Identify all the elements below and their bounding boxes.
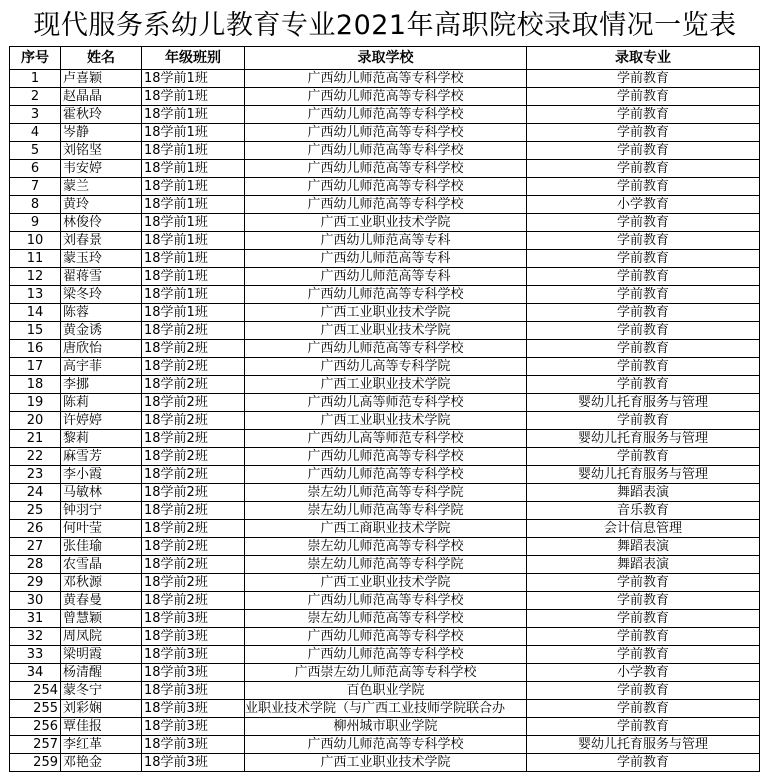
cell-major[interactable]: 学前教育 [527, 700, 760, 718]
cell-major[interactable]: 婴幼儿托育服务与管理 [527, 394, 760, 412]
cell-major[interactable]: 学前教育 [527, 160, 760, 178]
cell-school[interactable]: 崇左幼儿师范高等专科学校 [245, 610, 527, 628]
cell-name[interactable]: 张佳瑜 [61, 538, 142, 556]
table-row [10, 304, 760, 322]
cell-name[interactable]: 刘彩娴 [61, 700, 142, 718]
cell-school[interactable]: 广西工业职业技术学院 [245, 322, 527, 340]
table-row [10, 448, 760, 466]
cell-class[interactable]: 18学前1班 [142, 250, 245, 268]
table-row [10, 178, 760, 196]
cell-class[interactable]: 18学前1班 [142, 88, 245, 106]
cell-class[interactable]: 18学前1班 [142, 106, 245, 124]
cell-index[interactable]: 5 [10, 142, 61, 160]
table-row [10, 520, 760, 538]
cell-index[interactable]: 26 [10, 520, 61, 538]
table-row [10, 556, 760, 574]
cell-index[interactable]: 34 [10, 664, 61, 682]
table-row [10, 394, 760, 412]
cell-school[interactable]: 广西幼儿师范高等专科学校 [245, 142, 527, 160]
cell-index[interactable]: 8 [10, 196, 61, 214]
cell-major[interactable]: 学前教育 [527, 214, 760, 232]
cell-school[interactable]: 广西幼儿师范高等专科 [245, 268, 527, 286]
cell-name[interactable]: 周凤院 [61, 628, 142, 646]
table-row [10, 142, 760, 160]
table-row [10, 376, 760, 394]
cell-index[interactable]: 27 [10, 538, 61, 556]
cell-name[interactable]: 曾慧颖 [61, 610, 142, 628]
cell-name[interactable]: 李红革 [61, 736, 142, 754]
cell-class[interactable]: 18学前1班 [142, 214, 245, 232]
table-row [10, 574, 760, 592]
cell-class[interactable]: 18学前1班 [142, 160, 245, 178]
cell-class[interactable]: 18学前3班 [142, 628, 245, 646]
cell-class[interactable]: 18学前1班 [142, 304, 245, 322]
cell-class[interactable]: 18学前1班 [142, 268, 245, 286]
header-index[interactable]: 序号 [10, 47, 61, 70]
cell-class[interactable]: 18学前1班 [142, 196, 245, 214]
cell-major[interactable]: 学前教育 [527, 322, 760, 340]
cell-name[interactable]: 杨清醒 [61, 664, 142, 682]
cell-school[interactable]: 广西工业职业技术学院 [245, 574, 527, 592]
cell-index[interactable]: 254 [10, 682, 61, 700]
cell-school[interactable]: 广西工业职业技术学院 [245, 304, 527, 322]
cell-name[interactable]: 蒙兰 [61, 178, 142, 196]
cell-index[interactable]: 3 [10, 106, 61, 124]
cell-index[interactable]: 24 [10, 484, 61, 502]
cell-major[interactable]: 学前教育 [527, 754, 760, 772]
cell-major[interactable]: 小学教育 [527, 196, 760, 214]
cell-index[interactable]: 28 [10, 556, 61, 574]
table-row [10, 736, 760, 754]
cell-major[interactable]: 学前教育 [527, 358, 760, 376]
cell-class[interactable]: 18学前2班 [142, 556, 245, 574]
cell-school[interactable]: 广西幼儿师范高等专科学校 [245, 124, 527, 142]
cell-name[interactable]: 钟羽宁 [61, 502, 142, 520]
cell-class[interactable]: 18学前3班 [142, 718, 245, 736]
table-row [10, 412, 760, 430]
cell-major[interactable]: 学前教育 [527, 376, 760, 394]
table-row [10, 646, 760, 664]
cell-index[interactable]: 7 [10, 178, 61, 196]
table-row [10, 232, 760, 250]
cell-school[interactable]: 广西幼儿高等师范专科学校 [245, 430, 527, 448]
cell-class[interactable]: 18学前2班 [142, 520, 245, 538]
cell-school[interactable]: 广西幼儿师范高等专科 [245, 232, 527, 250]
cell-index[interactable]: 256 [10, 718, 61, 736]
cell-name[interactable]: 唐欣怡 [61, 340, 142, 358]
cell-major[interactable]: 婴幼儿托育服务与管理 [527, 736, 760, 754]
cell-index[interactable]: 23 [10, 466, 61, 484]
cell-index[interactable]: 4 [10, 124, 61, 142]
cell-major[interactable]: 舞蹈表演 [527, 556, 760, 574]
cell-name[interactable]: 马敏林 [61, 484, 142, 502]
cell-major[interactable]: 学前教育 [527, 124, 760, 142]
cell-school[interactable]: 百色职业学院 [245, 682, 527, 700]
cell-name[interactable]: 覃佳报 [61, 718, 142, 736]
admission-table [9, 46, 760, 772]
cell-class[interactable]: 18学前1班 [142, 178, 245, 196]
table-row [10, 610, 760, 628]
cell-major[interactable]: 学前教育 [527, 682, 760, 700]
cell-major[interactable]: 学前教育 [527, 232, 760, 250]
cell-index[interactable]: 25 [10, 502, 61, 520]
cell-index[interactable]: 10 [10, 232, 61, 250]
cell-school[interactable]: 广西幼儿师范高等专科学校 [245, 286, 527, 304]
table-row [10, 358, 760, 376]
cell-major[interactable]: 舞蹈表演 [527, 484, 760, 502]
cell-index[interactable]: 18 [10, 376, 61, 394]
table-row [10, 700, 760, 718]
table-row [10, 628, 760, 646]
cell-major[interactable]: 学前教育 [527, 106, 760, 124]
cell-name[interactable]: 卢喜颖 [61, 70, 142, 88]
table-row [10, 340, 760, 358]
cell-school[interactable]: 广西幼儿师范高等专科学校 [245, 628, 527, 646]
table-row [10, 682, 760, 700]
header-major[interactable]: 录取专业 [527, 47, 760, 70]
cell-school[interactable]: 广西幼儿师范高等专科学校 [245, 340, 527, 358]
cell-index[interactable]: 32 [10, 628, 61, 646]
cell-name[interactable]: 黄金诱 [61, 322, 142, 340]
table-row [10, 160, 760, 178]
table-row [10, 502, 760, 520]
table-row [10, 214, 760, 232]
cell-school[interactable]: 广西幼儿师范高等专科学校 [245, 466, 527, 484]
table-row [10, 664, 760, 682]
cell-school[interactable]: 广西幼儿师范高等专科学校 [245, 736, 527, 754]
cell-name[interactable]: 翟蒋雪 [61, 268, 142, 286]
cell-major[interactable]: 学前教育 [527, 574, 760, 592]
cell-class[interactable]: 18学前2班 [142, 322, 245, 340]
cell-class[interactable]: 18学前3班 [142, 754, 245, 772]
cell-class[interactable]: 18学前2班 [142, 592, 245, 610]
cell-class[interactable]: 18学前3班 [142, 700, 245, 718]
table-row [10, 88, 760, 106]
cell-index[interactable]: 255 [10, 700, 61, 718]
cell-school[interactable]: 广西幼儿师范高等专科学校 [245, 106, 527, 124]
cell-index[interactable]: 259 [10, 754, 61, 772]
cell-class[interactable]: 18学前2班 [142, 448, 245, 466]
table-row [10, 250, 760, 268]
cell-index[interactable]: 20 [10, 412, 61, 430]
cell-major[interactable]: 学前教育 [527, 88, 760, 106]
cell-class[interactable]: 18学前2班 [142, 340, 245, 358]
cell-name[interactable]: 高宇菲 [61, 358, 142, 376]
cell-class[interactable]: 18学前3班 [142, 682, 245, 700]
cell-index[interactable]: 257 [10, 736, 61, 754]
table-row [10, 430, 760, 448]
cell-major[interactable]: 学前教育 [527, 610, 760, 628]
table-body [10, 70, 760, 772]
cell-index[interactable]: 21 [10, 430, 61, 448]
cell-class[interactable]: 18学前3班 [142, 610, 245, 628]
cell-name[interactable]: 许婷婷 [61, 412, 142, 430]
cell-major[interactable]: 学前教育 [527, 718, 760, 736]
cell-index[interactable]: 2 [10, 88, 61, 106]
cell-class[interactable]: 18学前1班 [142, 124, 245, 142]
cell-name[interactable]: 梁明霞 [61, 646, 142, 664]
cell-index[interactable]: 29 [10, 574, 61, 592]
cell-major[interactable]: 学前教育 [527, 250, 760, 268]
cell-school[interactable]: 广西幼儿师范高等专科学校 [245, 70, 527, 88]
cell-index[interactable]: 6 [10, 160, 61, 178]
cell-school[interactable]: 广西幼儿高等师范专科学校 [245, 394, 527, 412]
cell-name[interactable]: 蒙冬宁 [61, 682, 142, 700]
cell-index[interactable]: 16 [10, 340, 61, 358]
cell-major[interactable]: 学前教育 [527, 142, 760, 160]
cell-name[interactable]: 韦安婷 [61, 160, 142, 178]
cell-name[interactable]: 何叶莹 [61, 520, 142, 538]
cell-major[interactable]: 学前教育 [527, 70, 760, 88]
table-header-row [10, 47, 760, 70]
table-row [10, 268, 760, 286]
header-name[interactable]: 姓名 [61, 47, 142, 70]
cell-class[interactable]: 18学前3班 [142, 736, 245, 754]
cell-class[interactable]: 18学前2班 [142, 484, 245, 502]
cell-school[interactable]: 广西幼儿师范高等专科学校 [245, 160, 527, 178]
cell-index[interactable]: 12 [10, 268, 61, 286]
cell-major[interactable]: 学前教育 [527, 178, 760, 196]
cell-name[interactable]: 刘铭坚 [61, 142, 142, 160]
table-row [10, 322, 760, 340]
cell-school[interactable]: 广西工业职业技术学院 [245, 376, 527, 394]
cell-major[interactable]: 学前教育 [527, 592, 760, 610]
table-row [10, 106, 760, 124]
cell-major[interactable]: 学前教育 [527, 286, 760, 304]
header-school[interactable]: 录取学校 [245, 47, 527, 70]
cell-school[interactable]: 广西崇左幼儿师范高等专科学校 [245, 664, 527, 682]
cell-name[interactable]: 陈莉 [61, 394, 142, 412]
cell-name[interactable]: 邓秋源 [61, 574, 142, 592]
cell-school[interactable]: 崇左幼儿师范高等专科学院 [245, 484, 527, 502]
cell-major[interactable]: 学前教育 [527, 412, 760, 430]
table-row [10, 286, 760, 304]
cell-school[interactable]: 广西工业职业技术学院 [245, 754, 527, 772]
cell-class[interactable]: 18学前1班 [142, 70, 245, 88]
cell-index[interactable]: 31 [10, 610, 61, 628]
cell-school[interactable]: 柳州城市职业学院 [245, 718, 527, 736]
cell-index[interactable]: 30 [10, 592, 61, 610]
cell-school[interactable]: 广西幼儿师范高等专科学校 [245, 646, 527, 664]
cell-major[interactable]: 音乐教育 [527, 502, 760, 520]
cell-name[interactable]: 岑静 [61, 124, 142, 142]
cell-class[interactable]: 18学前2班 [142, 574, 245, 592]
cell-major[interactable]: 学前教育 [527, 340, 760, 358]
cell-school[interactable]: 广西幼儿师范高等专科学校 [245, 448, 527, 466]
cell-school[interactable]: 业职业技术学院（与广西工业技师学院联合办 [245, 700, 527, 718]
cell-name[interactable]: 林俊伶 [61, 214, 142, 232]
cell-name[interactable]: 刘春景 [61, 232, 142, 250]
cell-class[interactable]: 18学前2班 [142, 358, 245, 376]
cell-name[interactable]: 黄玲 [61, 196, 142, 214]
header-class[interactable]: 年级班别 [142, 47, 245, 70]
cell-school[interactable]: 崇左幼儿师范高等专科学院 [245, 556, 527, 574]
cell-class[interactable]: 18学前2班 [142, 430, 245, 448]
cell-major[interactable]: 学前教育 [527, 304, 760, 322]
cell-class[interactable]: 18学前2班 [142, 412, 245, 430]
table-row [10, 718, 760, 736]
cell-name[interactable]: 李挪 [61, 376, 142, 394]
cell-index[interactable]: 33 [10, 646, 61, 664]
cell-index[interactable]: 13 [10, 286, 61, 304]
table-row [10, 754, 760, 772]
cell-name[interactable]: 蒙玉玲 [61, 250, 142, 268]
cell-school[interactable]: 崇左幼儿师范高等专科学校 [245, 538, 527, 556]
cell-class[interactable]: 18学前3班 [142, 664, 245, 682]
cell-class[interactable]: 18学前2班 [142, 394, 245, 412]
cell-school[interactable]: 广西幼儿师范高等专科学校 [245, 196, 527, 214]
table-row [10, 70, 760, 88]
cell-index[interactable]: 11 [10, 250, 61, 268]
page-title: 现代服务系幼儿教育专业2021年高职院校录取情况一览表 [33, 10, 737, 41]
table-row [10, 484, 760, 502]
cell-name[interactable]: 黄春曼 [61, 592, 142, 610]
cell-index[interactable]: 22 [10, 448, 61, 466]
cell-school[interactable]: 广西幼儿师范高等专科学校 [245, 178, 527, 196]
cell-school[interactable]: 广西幼儿师范高等专科 [245, 250, 527, 268]
cell-school[interactable]: 广西工商职业技术学院 [245, 520, 527, 538]
cell-major[interactable]: 学前教育 [527, 448, 760, 466]
cell-name[interactable]: 赵晶晶 [61, 88, 142, 106]
cell-class[interactable]: 18学前2班 [142, 466, 245, 484]
cell-index[interactable]: 17 [10, 358, 61, 376]
table-row [10, 592, 760, 610]
cell-class[interactable]: 18学前2班 [142, 502, 245, 520]
cell-name[interactable]: 黎莉 [61, 430, 142, 448]
cell-index[interactable]: 14 [10, 304, 61, 322]
cell-major[interactable]: 婴幼儿托育服务与管理 [527, 466, 760, 484]
cell-name[interactable]: 邓艳金 [61, 754, 142, 772]
cell-major[interactable]: 婴幼儿托育服务与管理 [527, 430, 760, 448]
cell-name[interactable]: 霍秋玲 [61, 106, 142, 124]
cell-name[interactable]: 陈蓉 [61, 304, 142, 322]
cell-index[interactable]: 15 [10, 322, 61, 340]
cell-class[interactable]: 18学前2班 [142, 376, 245, 394]
cell-school[interactable]: 广西工业职业技术学院 [245, 214, 527, 232]
cell-class[interactable]: 18学前1班 [142, 232, 245, 250]
cell-class[interactable]: 18学前1班 [142, 142, 245, 160]
cell-index[interactable]: 1 [10, 70, 61, 88]
table-row [10, 124, 760, 142]
cell-name[interactable]: 麻雪芳 [61, 448, 142, 466]
table-row [10, 196, 760, 214]
cell-major[interactable]: 学前教育 [527, 628, 760, 646]
cell-class[interactable]: 18学前1班 [142, 286, 245, 304]
cell-name[interactable]: 梁冬玲 [61, 286, 142, 304]
table-row [10, 466, 760, 484]
cell-index[interactable]: 9 [10, 214, 61, 232]
cell-school[interactable]: 广西幼儿师范高等专科学校 [245, 88, 527, 106]
table-row [10, 538, 760, 556]
cell-name[interactable]: 李小霞 [61, 466, 142, 484]
cell-school[interactable]: 广西幼儿高等专科学院 [245, 358, 527, 376]
cell-name[interactable]: 农雪晶 [61, 556, 142, 574]
cell-class[interactable]: 18学前3班 [142, 646, 245, 664]
cell-major[interactable]: 学前教育 [527, 268, 760, 286]
cell-class[interactable]: 18学前2班 [142, 538, 245, 556]
cell-school[interactable]: 广西幼儿师范高等专科学校 [245, 592, 527, 610]
cell-major[interactable]: 舞蹈表演 [527, 538, 760, 556]
cell-major[interactable]: 学前教育 [527, 646, 760, 664]
cell-major[interactable]: 小学教育 [527, 664, 760, 682]
cell-school[interactable]: 崇左幼儿师范高等专科学院 [245, 502, 527, 520]
cell-school[interactable]: 广西工业职业技术学院 [245, 412, 527, 430]
cell-index[interactable]: 19 [10, 394, 61, 412]
cell-major[interactable]: 会计信息管理 [527, 520, 760, 538]
